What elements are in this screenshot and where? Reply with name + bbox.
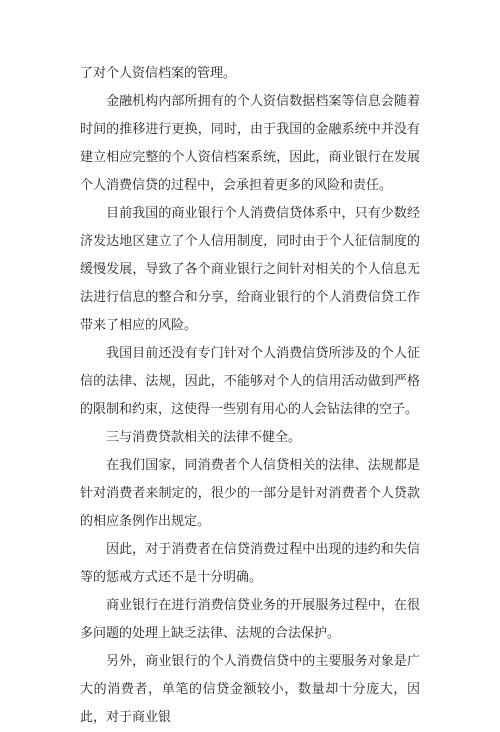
paragraph-8: 另外，商业银行的个人消费信贷中的主要服务对象是广大的消费者，单笔的信贷金额较小，数量却十分庞大，因此，对于商业银	[80, 654, 420, 725]
paragraph-4: 我国目前还没有专门针对个人消费信贷所涉及的个人征信的法律、法规，因此，不能够对个人的信用活动做到严格的限制和约束，这使得一些别有用心的人会钻法律的空子。	[80, 346, 420, 417]
paragraph-7: 商业银行在进行消费信贷业务的开展服务过程中，在很多问题的处理上缺乏法律、法规的合法保护。	[80, 598, 420, 641]
paragraph-5: 在我们国家，同消费者个人信贷相关的法律、法规都是针对消费者来制定的，很少的一部分是针对消费者个人贷款的相应条例作出规定。	[80, 458, 420, 529]
paragraph-2: 金融机构内部所拥有的个人资信数据档案等信息会随着时间的推移进行更换，同时，由于我国的金融系统中并没有建立相应完整的个人资信档案系统，因此，商业银行在发展个人消费信贷的过程中，会承担着更多的风险和责任。	[80, 94, 420, 193]
paragraph-6: 因此，对于消费者在信贷消费过程中出现的违约和失信等的惩戒方式还不是十分明确。	[80, 542, 420, 585]
document-body	[80, 60, 420, 732]
paragraph-1: 了对个人资信档案的管理。	[80, 66, 237, 81]
paragraph-3: 目前我国的商业银行个人消费信贷体系中，只有少数经济发达地区建立了个人信用制度，同时由于个人征信制度的缓慢发展，导致了各个商业银行之间针对相关的个人信息无法进行信息的整合和分享，给商业银行的个人消费信贷工作带来了相应的风险。	[80, 206, 420, 333]
section-heading: 三与消费贷款相关的法律不健全。	[106, 430, 302, 445]
